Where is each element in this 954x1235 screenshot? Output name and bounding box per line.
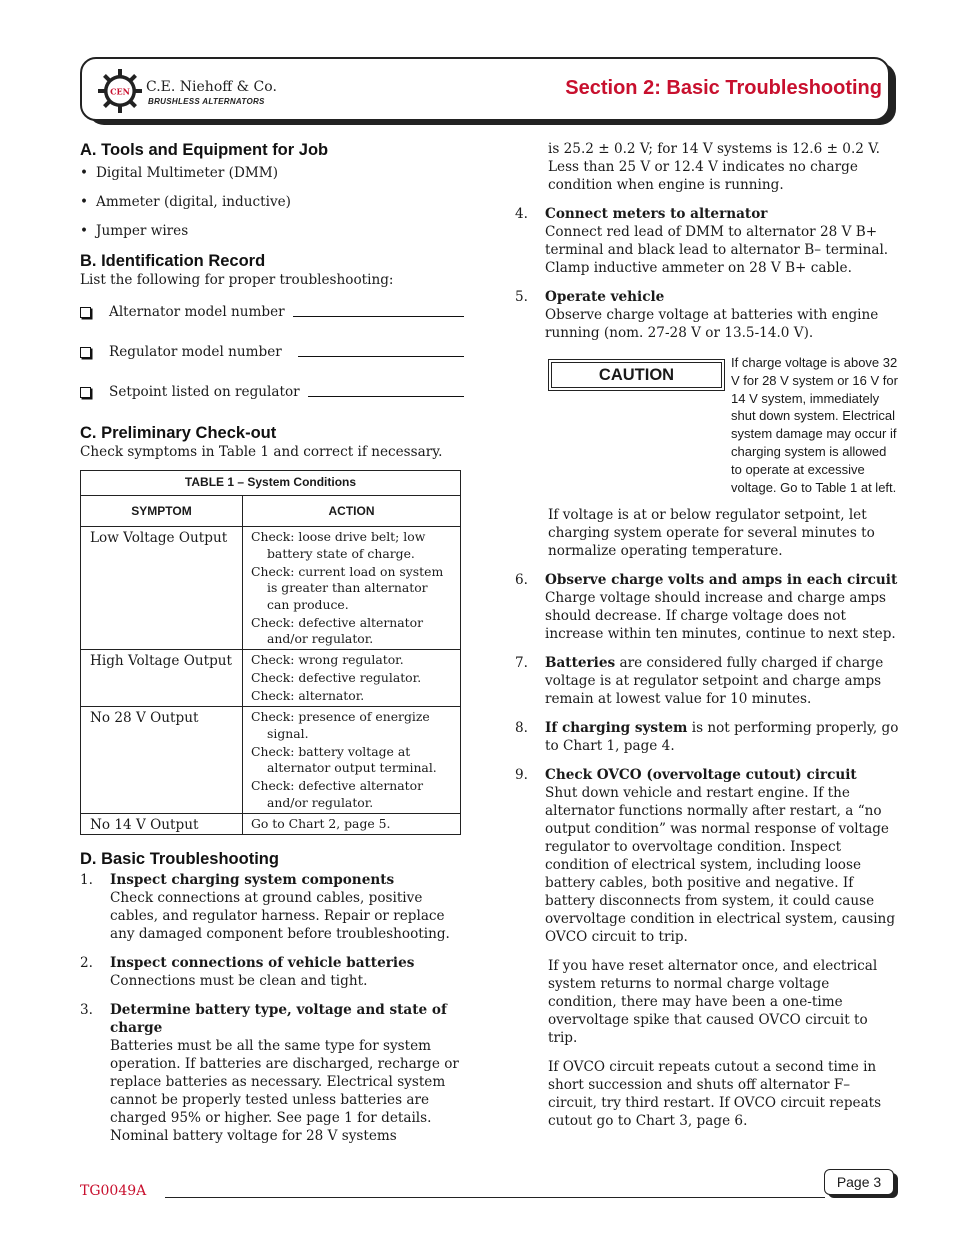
table-row [81, 527, 461, 650]
record-field-setpoint[interactable] [80, 383, 464, 401]
step-title: Inspect connections of vehicle batteries [110, 954, 415, 971]
action-line: Check: wrong regulator. [251, 652, 404, 667]
record-field-regulator[interactable] [80, 343, 464, 361]
section-title: Section 2: Basic Troubleshooting [565, 77, 882, 99]
page-number-label: Page 3 [824, 1169, 894, 1195]
action-cell [243, 707, 461, 814]
step-item [515, 571, 900, 643]
identification-heading: B. Identification Record [80, 252, 266, 270]
system-conditions-table [80, 470, 461, 835]
step-title: Connect meters to alternator [545, 206, 768, 222]
tools-list [80, 164, 464, 240]
action-cell [243, 527, 461, 650]
continued-text: is 25.2 ± 0.2 V; for 14 V systems is 12.6 ± 0.2 V. Less than 25 V or 12.4 V indicates no charge condition when engine is running. [548, 141, 880, 193]
step-item [80, 1001, 464, 1145]
step-body: Connections must be clean and tight. [110, 972, 368, 989]
record-field-label: Alternator model number [109, 304, 285, 320]
action-line: Check: defective alternator and/or regulator. [251, 778, 424, 810]
step-item [515, 654, 900, 708]
action-line: Go to Chart 2, page 5. [251, 815, 391, 831]
ovco-paragraph: If OVCO circuit repeats cutout a second time in short succession and shuts off alternator F– circuit, try third restart. If OVCO circuit repeats cutout go to Chart 3, page 6. [548, 1059, 882, 1130]
tools-item: • Digital Multimeter (DMM) [80, 164, 464, 182]
step-number: 1. [80, 871, 93, 888]
checkbox-icon[interactable] [80, 307, 91, 318]
document-code: TG0049A [80, 1183, 147, 1199]
step-number: 9. [515, 767, 528, 784]
table-header-action: ACTION [243, 496, 461, 527]
record-field-blank[interactable] [298, 356, 464, 357]
action-line: Check: loose drive belt; low battery state of charge. [251, 529, 426, 561]
step-number: 5. [515, 289, 528, 305]
basic-heading: D. Basic Troubleshooting [80, 849, 279, 868]
tools-item: • Jumper wires [80, 222, 464, 240]
tools-heading: A. Tools and Equipment for Job [80, 141, 329, 159]
step-body: Check connections at ground cables, positive cables, and regulator harness. Repair or replace any damaged component before troubleshooting. [110, 889, 450, 942]
step-item [80, 954, 464, 990]
basic-steps [80, 871, 464, 1145]
step-number: 6. [515, 572, 528, 589]
ovco-paragraph: If you have reset alternator once, and electrical system returns to normal charge voltage condition, there may have been a one-time overvoltage spike that caused OVCO circuit to trip. [548, 958, 878, 1047]
step-item [515, 766, 900, 946]
step-title: Check OVCO (overvoltage cutout) circuit [545, 767, 857, 784]
action-line: Check: alternator. [251, 688, 365, 703]
step-number: 4. [515, 206, 528, 222]
step-title: Inspect charging system components [110, 871, 395, 888]
caution-block [548, 354, 900, 496]
company-name: C.E. Niehoff & Co. [146, 79, 277, 95]
left-column [80, 140, 464, 1156]
caution-box [548, 359, 725, 391]
step-body: are considered fully charged if charge voltage is at regulator setpoint and charge amps remain at lowest value for 10 minutes. [545, 655, 884, 708]
step-title: Batteries [545, 655, 616, 672]
table-row [81, 707, 461, 814]
page-header [80, 57, 898, 129]
symptom-cell: No 28 V Output [81, 707, 243, 814]
step-number: 2. [80, 954, 93, 971]
record-field-blank[interactable] [308, 396, 464, 397]
footer-rule [165, 1197, 825, 1198]
step-item [515, 205, 900, 277]
preliminary-intro: Check symptoms in Table 1 and correct if necessary. [80, 444, 443, 460]
header-box [80, 57, 890, 121]
symptom-cell: High Voltage Output [81, 650, 243, 707]
after-caution-text: If voltage is at or below regulator setpoint, let charging system operate for several minutes to normalize operating temperature. [548, 507, 875, 560]
step-title: Operate vehicle [545, 289, 665, 305]
step-title: If charging system [545, 720, 688, 737]
action-cell [243, 650, 461, 707]
table-row [81, 813, 461, 834]
record-field-label: Regulator model number [109, 344, 282, 360]
checkbox-icon[interactable] [80, 387, 91, 398]
action-line: Check: current load on system is greater than alternator can produce. [251, 563, 444, 612]
action-cell [243, 813, 461, 834]
step-item [515, 719, 900, 755]
step-number: 3. [80, 1001, 93, 1018]
step-item [515, 288, 900, 342]
step-body: Observe charge voltage at batteries with engine running (nom. 27-28 V or 13.5-14.0 V). [545, 307, 879, 341]
identification-intro: List the following for proper troubleshooting: [80, 272, 394, 288]
preliminary-heading: C. Preliminary Check-out [80, 424, 277, 442]
right-column [515, 140, 900, 1141]
record-field-alternator[interactable] [80, 303, 464, 321]
caution-text: If charge voltage is above 32 V for 28 V system or 16 V for 14 V system, immediately shut down system. Electrical system damage may occur if charging system is allowed to operate at excessive voltage. Go to Table 1 at left. [731, 355, 898, 495]
step-body: Shut down vehicle and restart engine. If the alternator functions normally after restart, a “no output condition” was normal response of voltage regulator to overvoltage condition. Inspect condition of electrical system, including loose battery cables, both positive and negative. If battery disconnects from system, it could cause overvoltage condition in electrical system, causing OVCO circuit to trip. [545, 785, 896, 946]
logo-letters: CEN [110, 86, 130, 97]
symptom-cell: Low Voltage Output [81, 527, 243, 650]
step-number: 7. [515, 655, 528, 672]
tools-item: • Ammeter (digital, inductive) [80, 193, 464, 211]
action-line: Check: defective alternator and/or regulator. [251, 614, 424, 646]
company-logo-icon [98, 69, 142, 113]
step-title: Determine battery type, voltage and state of charge [110, 1001, 447, 1036]
record-field-blank[interactable] [293, 316, 464, 317]
action-line: Check: defective regulator. [251, 670, 422, 685]
step-title: Observe charge volts and amps in each circuit [545, 572, 898, 589]
caution-label: CAUTION [551, 362, 722, 388]
step-body: Connect red lead of DMM to alternator 28 V B+ terminal and black lead to alternator B– terminal. Clamp inductive ammeter on 28 V B+ cable. [545, 224, 889, 276]
checkbox-icon[interactable] [80, 347, 91, 358]
record-field-label: Setpoint listed on regulator [109, 384, 300, 400]
identification-fields [80, 303, 464, 401]
action-line: Check: presence of energize signal. [251, 709, 430, 741]
step-body: Charge voltage should increase and charge amps should decrease. If charge voltage does not increase within ten minutes, continue to next step. [545, 590, 896, 643]
table-row [81, 650, 461, 707]
step-number: 8. [515, 720, 528, 737]
symptom-cell: No 14 V Output [81, 813, 243, 834]
action-line: Check: battery voltage at alternator output terminal. [251, 743, 437, 775]
step-body: is not performing properly, go to Chart 1, page 4. [545, 720, 899, 755]
table-header-symptom: SYMPTOM [81, 496, 243, 527]
table-caption: TABLE 1 – System Conditions [81, 471, 461, 496]
step-item [80, 871, 464, 943]
step-body: Batteries must be all the same type for system operation. If batteries are discharged, recharge or replace batteries as necessary. Electrical system cannot be properly tested unless batteries are charged 95% or higher. See page 1 for details. Nominal battery voltage for 28 V systems [110, 1037, 459, 1144]
company-tagline: BRUSHLESS ALTERNATORS [148, 97, 265, 106]
